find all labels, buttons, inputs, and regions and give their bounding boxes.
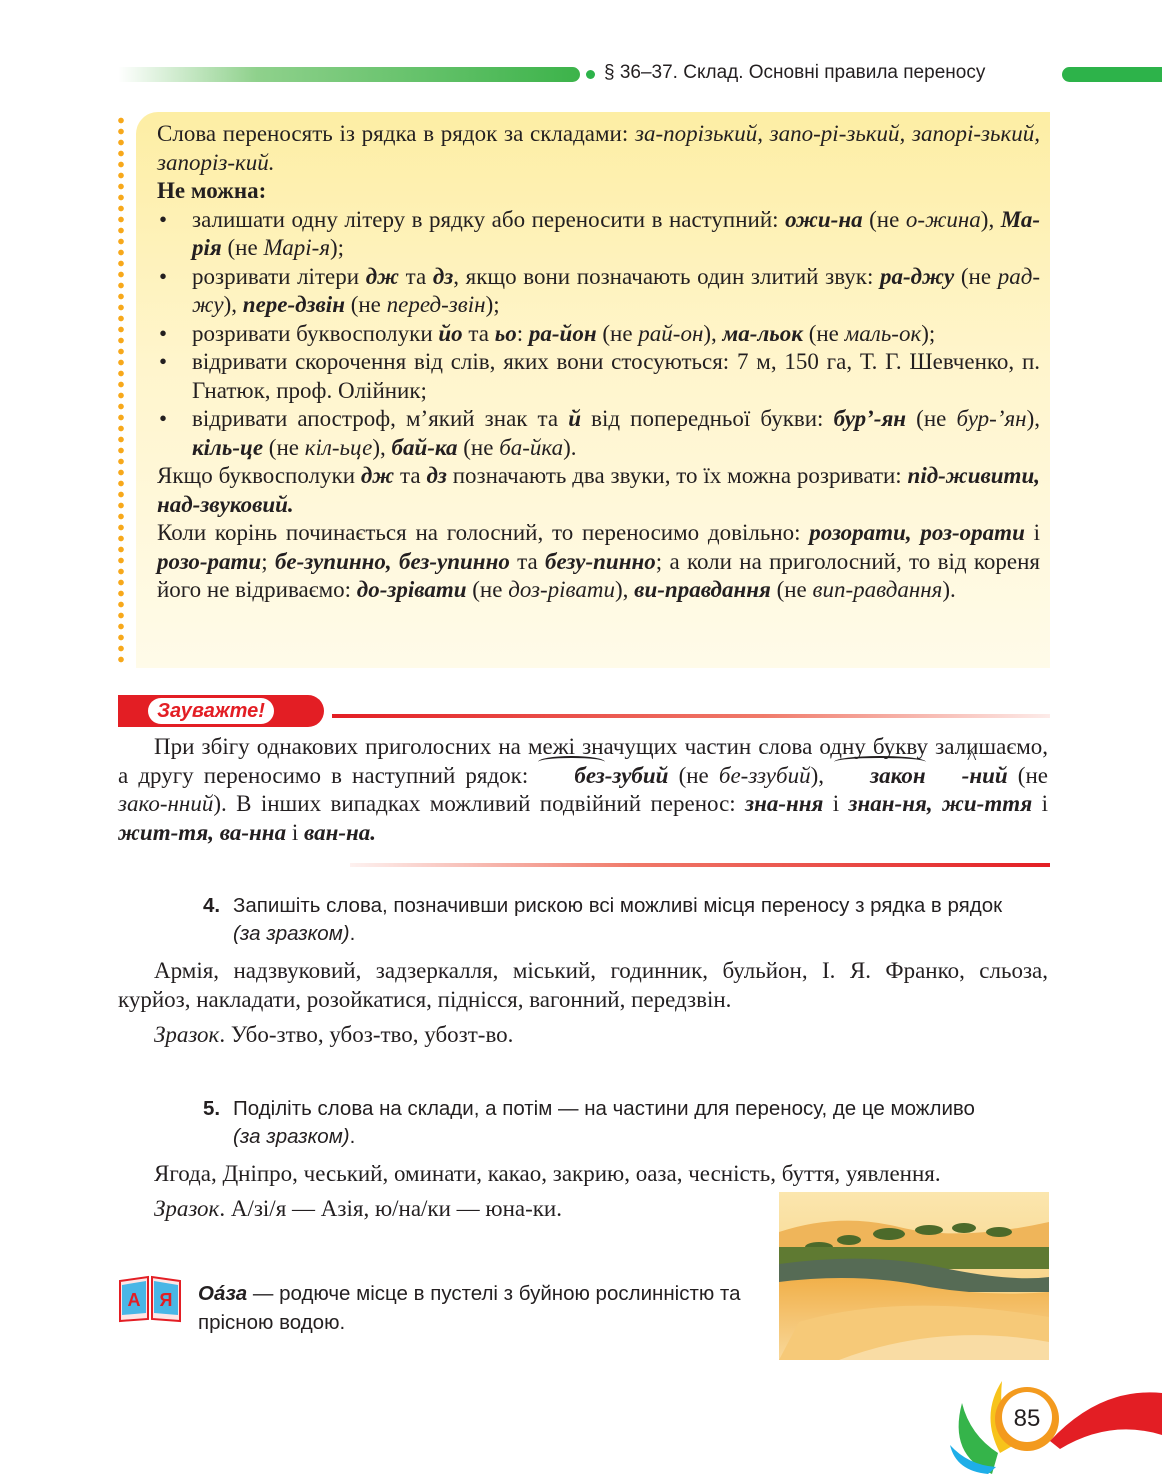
example-bold: бе-зупинно, без-упинно (274, 548, 510, 574)
text: відривати апостроф, м’який знак та (192, 406, 569, 431)
cannot-heading-text: Не можна: (157, 178, 267, 203)
text: (не (802, 320, 845, 346)
example: рад-жу (192, 263, 1040, 317)
section-title: § 36–37. Склад. Основні правила переносу (604, 62, 986, 83)
task-number: 4. (203, 894, 221, 917)
text: і (1032, 791, 1049, 816)
example-bold: ьо (494, 320, 517, 346)
dictionary-icon (118, 1273, 182, 1323)
sample-label: Зразок (154, 1195, 220, 1221)
text: ). (563, 434, 577, 460)
oasis-illustration (779, 1192, 1049, 1360)
task-5 (203, 1095, 1003, 1151)
example-bold: ма-льок (722, 320, 803, 346)
text: Запишіть слова, позначивши рискою всі можливі місця переносу з рядка в рядок (233, 894, 1003, 917)
example-arc: закон (834, 762, 926, 791)
example: рай-он (638, 320, 704, 346)
text: позначають два звуки, то їх можна розривати: (446, 463, 908, 488)
example-bold: жит-тя, ва-нна (118, 819, 287, 845)
example: маль-ок (844, 320, 922, 346)
text: : (516, 320, 529, 346)
text: та (394, 463, 427, 488)
rule-text-span: Слова переносять із рядка в рядок за складами: (157, 121, 635, 146)
text: та (509, 548, 546, 574)
rule-example: за-порізький, запо-рі-зький, запорі-зький, запоріз-кий. (157, 121, 1040, 175)
book-icon (118, 1273, 182, 1323)
rule-bullet (157, 348, 1040, 405)
example-bold: ван-на. (303, 819, 377, 845)
text: відривати скорочення від слів, яких вони стосуються: 7 м, 150 га, Т. Г. Шевченко, п. Гнатюк, проф. Олійник; (192, 349, 1040, 403)
text: При збігу однакових приголосних на межі значущих частин слова одну букву залишаємо, а другу переносимо в наступний рядок: (118, 734, 1048, 788)
petal-logo-icon (940, 1375, 1162, 1474)
text: ; а коли на приголосний, то від кореня його не відриваємо: (157, 548, 1040, 602)
text: і (823, 791, 849, 816)
example-bold: розорати, роз-орати (809, 520, 1025, 545)
text: , якщо вони позначають один злитий звук: (453, 263, 881, 289)
svg-text:Я: Я (159, 1290, 173, 1310)
text: (не (263, 434, 305, 460)
text: Якщо буквосполуки (157, 463, 361, 488)
text: ). В інших випадках можливий подвійний перенос: (213, 791, 746, 816)
text: (не (466, 577, 509, 602)
note-label: Зауважте! (148, 698, 274, 724)
example-bold: ви-правдання (634, 577, 771, 602)
text: розривати буквосполуки (192, 320, 439, 346)
example: бур-’ян (956, 406, 1027, 431)
example-bold: й (568, 406, 581, 431)
note-bottom-line (350, 863, 1050, 867)
task-hint: (за зразком) (233, 1125, 350, 1148)
dotted-border (117, 115, 125, 665)
text: від попередньої букви: (581, 406, 834, 431)
text: (не (344, 292, 387, 317)
sample-label: Зразок (154, 1022, 220, 1047)
example: ба-йка (499, 434, 564, 460)
text: ), (810, 762, 835, 788)
note-tab (118, 695, 328, 727)
header-gradient-bar (118, 67, 580, 82)
text: Поділіть слова на склади, а потім — на частини для переносу, де це можливо (233, 1097, 975, 1120)
example-bold: бур’-ян (833, 406, 907, 431)
rule-paragraph (157, 519, 1040, 605)
rule-bullet (157, 263, 1040, 320)
example-arc: без (538, 762, 604, 791)
example-bold: Ма-рія (192, 206, 1040, 260)
rule-paragraph (157, 120, 1040, 177)
svg-text:А: А (127, 1290, 141, 1310)
header-green-bar (1062, 67, 1162, 82)
example-bold: дж (365, 263, 399, 289)
sample (118, 1021, 1048, 1050)
header-bullet-dot (586, 70, 595, 79)
vocab-term: Оáза (198, 1282, 248, 1305)
text: залишати одну літеру в рядку або переносити в наступний: (192, 206, 786, 232)
task-number: 5. (203, 1097, 221, 1120)
word-list: Армія, надзвуковий, задзеркалля, міський, годинник, бульйон, І. Я. Франко, сльоза, курйоз, накладати, розойкатися, піднісся, вагонний, передзвін. (118, 958, 1048, 1012)
example-bold: ра-йон (528, 320, 597, 346)
example-bold: ожи-на (785, 206, 863, 232)
rule-paragraph (157, 462, 1040, 519)
example-bold: дз (432, 263, 454, 289)
sample-text: . Убо-зтво, убоз-тво, убозт-во. (219, 1022, 514, 1047)
example-bold: бай-ка (391, 434, 458, 460)
example-bold: йо (438, 320, 463, 346)
task-text (203, 1095, 1003, 1151)
text: ), (1026, 406, 1040, 431)
word-list: Ягода, Дніпро, чеський, оминати, какао, закрию, оаза, чесність, буття, уявлення. (154, 1161, 941, 1186)
example-bold: під-живити, над-звуковий. (157, 463, 1040, 517)
vocabulary-entry (198, 1279, 758, 1337)
rule-bullet (157, 206, 1040, 263)
text: ). (942, 577, 956, 602)
example: кіл-ьце (304, 434, 373, 460)
example-bold: зна-ння (745, 791, 824, 816)
example: доз-рівати (508, 577, 615, 602)
text: ), (980, 206, 1001, 232)
text: (не (954, 263, 998, 289)
text: ); (330, 235, 345, 260)
example-bold: ра-джу (880, 263, 955, 289)
text: і (286, 819, 304, 845)
vocab-definition: — родюче місце в пустелі з буйною рослинністю та прісною водою. (198, 1282, 741, 1334)
example-bold: розо-рати (157, 548, 262, 574)
example: бе-ззубий (718, 762, 811, 788)
example-bold: кіль-це (192, 434, 264, 460)
rule-bullet (157, 405, 1040, 462)
text: Коли корінь починається на голосний, то переносимо довільно: (157, 520, 810, 545)
example: вип-равдання (812, 577, 943, 602)
cannot-heading (157, 177, 1040, 206)
text: та (399, 263, 433, 289)
text: (не (862, 206, 906, 232)
example-bold: до-зрівати (356, 577, 467, 602)
text: ; (261, 548, 275, 574)
task-4 (203, 892, 1003, 948)
text: та (462, 320, 495, 346)
rule-text (157, 120, 1040, 605)
example: перед-звін (386, 292, 486, 317)
text: . (349, 1125, 356, 1148)
example-bold: дж (360, 463, 395, 488)
example-bold: пере-дзвін (242, 292, 345, 317)
text: ), (703, 320, 723, 346)
note-paragraph (118, 733, 1048, 847)
oasis-image (779, 1192, 1049, 1360)
text: (не (457, 434, 500, 460)
example: Марі-я (263, 235, 331, 260)
text: (не (221, 235, 264, 260)
text: і (1024, 520, 1041, 545)
note-text (118, 733, 1048, 847)
text: (не (770, 577, 813, 602)
task-4-body (118, 957, 1048, 1050)
page-number-decoration (940, 1375, 1162, 1474)
text: ), (615, 577, 635, 602)
example: о-жина (905, 206, 981, 232)
text: . (349, 922, 356, 945)
example-bold: дз (426, 463, 447, 488)
task-hint: (за зразком) (233, 922, 350, 945)
text: розривати літери (192, 263, 366, 289)
text: ); (485, 292, 500, 317)
example: зако-нний (118, 791, 214, 816)
sample-text: . А/зі/я — Азія, ю/на/ки — юна-ки. (219, 1195, 562, 1221)
example-bold: ий (982, 762, 1008, 788)
example-bold: знан-ня, жи-ття (848, 791, 1033, 816)
note-top-line (332, 714, 1050, 718)
text: (не (906, 406, 957, 431)
note-red-bar (118, 695, 145, 727)
task-text (203, 892, 1003, 948)
text: ), (223, 292, 243, 317)
page-number: 85 (1002, 1392, 1052, 1442)
text: (не (596, 320, 639, 346)
rule-bullet (157, 320, 1040, 349)
example-bold: -зубий (604, 762, 669, 788)
example-caret: ^ -н (926, 762, 982, 791)
text: ); (921, 320, 936, 346)
text: (не (668, 762, 719, 788)
text: (не (1007, 762, 1048, 788)
text: ), (372, 434, 392, 460)
example-bold: безу-пинно (545, 548, 656, 574)
